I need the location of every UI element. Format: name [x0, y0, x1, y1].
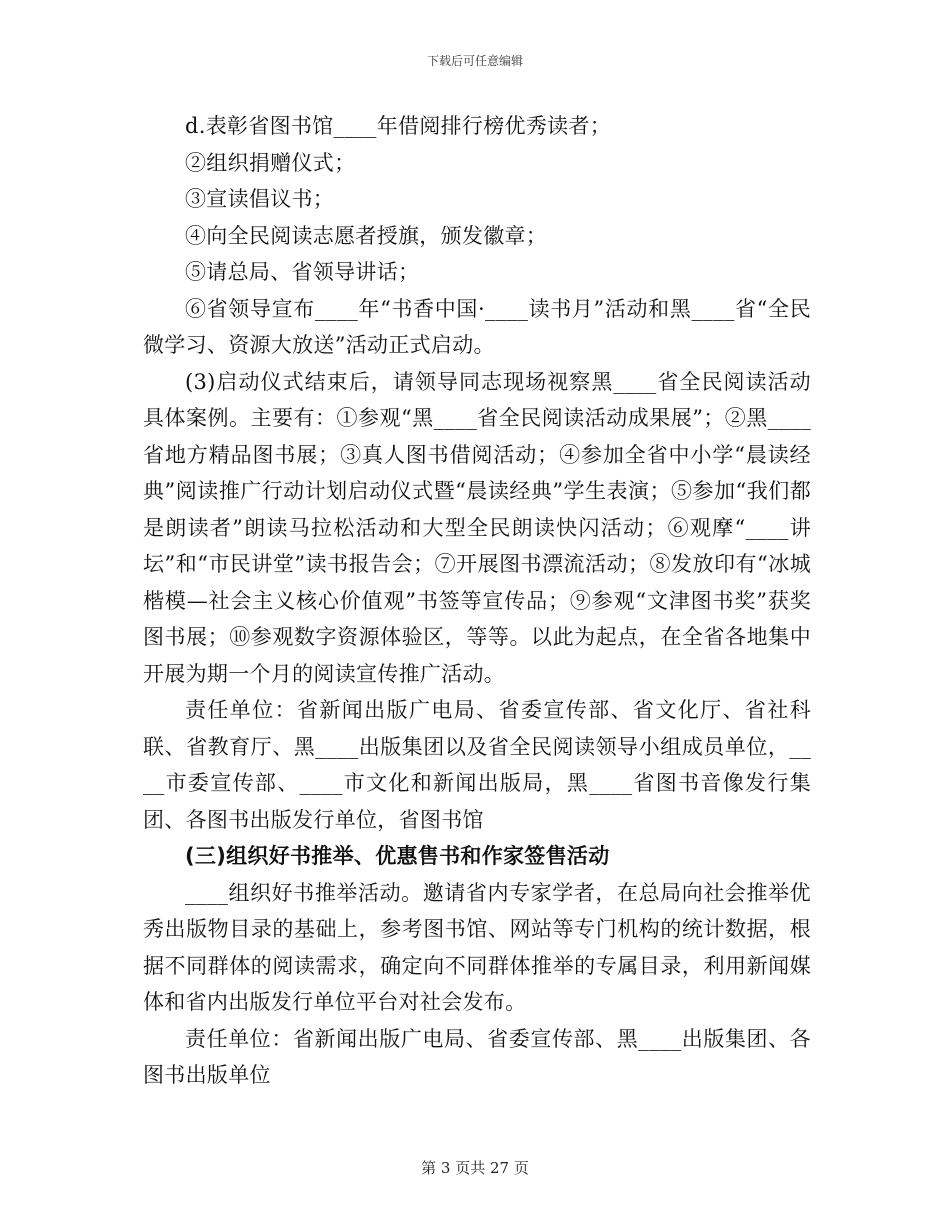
- paragraph-item-5: ⑤请总局、省领导讲话；: [185, 260, 420, 284]
- paragraph-item-6: ⑥省领导宣布____年“书香中国·____读书月”活动和黑____省“全民微学习、资源大放送”活动正式启动。: [143, 296, 811, 357]
- section-heading: (三)组织好书推举、优惠售书和作家签售活动: [185, 844, 610, 868]
- paragraph-item-2: ②组织捐赠仪式；: [185, 150, 356, 175]
- page-footer: 第 3 页共 27 页: [421, 1159, 529, 1177]
- paragraph-book-recommendation: ____组织好书推举活动。邀请省内专家学者，在总局向社会推举优秀出版物目录的基础上，参考图书馆、网站等专门机构的统计数据，根据不同群体的阅读需求，确定向不同群体推举的专属目录，利用新闻媒体和省内出版发行单位平台对社会发布。: [143, 880, 811, 1014]
- paragraph-responsible-units-2: 责任单位：省新闻出版广电局、省委宣传部、黑____出版集团、各图书出版单位: [143, 1026, 811, 1087]
- paragraph-section-3: (3)启动仪式结束后，请领导同志现场视察黑____省全民阅读活动具体案例。主要有：①参观“黑____省全民阅读活动成果展”；②黑____省地方精品图书展；③真人图书借阅活动；④参加全省中小学“晨读经典”阅读推广行动计划启动仪式暨“晨读经典”学生表演；⑤参加“我们都是朗读者”朗读马拉松活动和大型全民朗读快闪活动；⑥观摩“____讲坛”和“市民讲堂”读书报告会；⑦开展图书漂流活动；⑧发放印有“冰城楷模—社会主义核心价值观”书签等宣传品；⑨参观“文津图书奖”获奖图书展；⑩参观数字资源体验区，等等。以此为起点，在全省各地集中开展为期一个月的阅读宣传推广活动。: [143, 369, 811, 686]
- paragraph-item-d: d.表彰省图书馆____年借阅排行榜优秀读者；: [185, 114, 612, 138]
- document-body: [143, 108, 811, 1094]
- paragraph-item-4: ④向全民阅读志愿者授旗，颁发徽章；: [185, 223, 548, 248]
- paragraph-responsible-units: 责任单位：省新闻出版广电局、省委宣传部、省文化厅、省社科联、省教育厅、黑____出版集团以及省全民阅读领导小组成员单位，____市委宣传部、____市文化和新闻出版局，黑____省图书音像发行集团、各图书出版发行单位，省图书馆: [143, 698, 811, 832]
- page-header: 下载后可任意编辑: [426, 54, 523, 68]
- paragraph-item-3: ③宣读倡议书；: [185, 187, 335, 211]
